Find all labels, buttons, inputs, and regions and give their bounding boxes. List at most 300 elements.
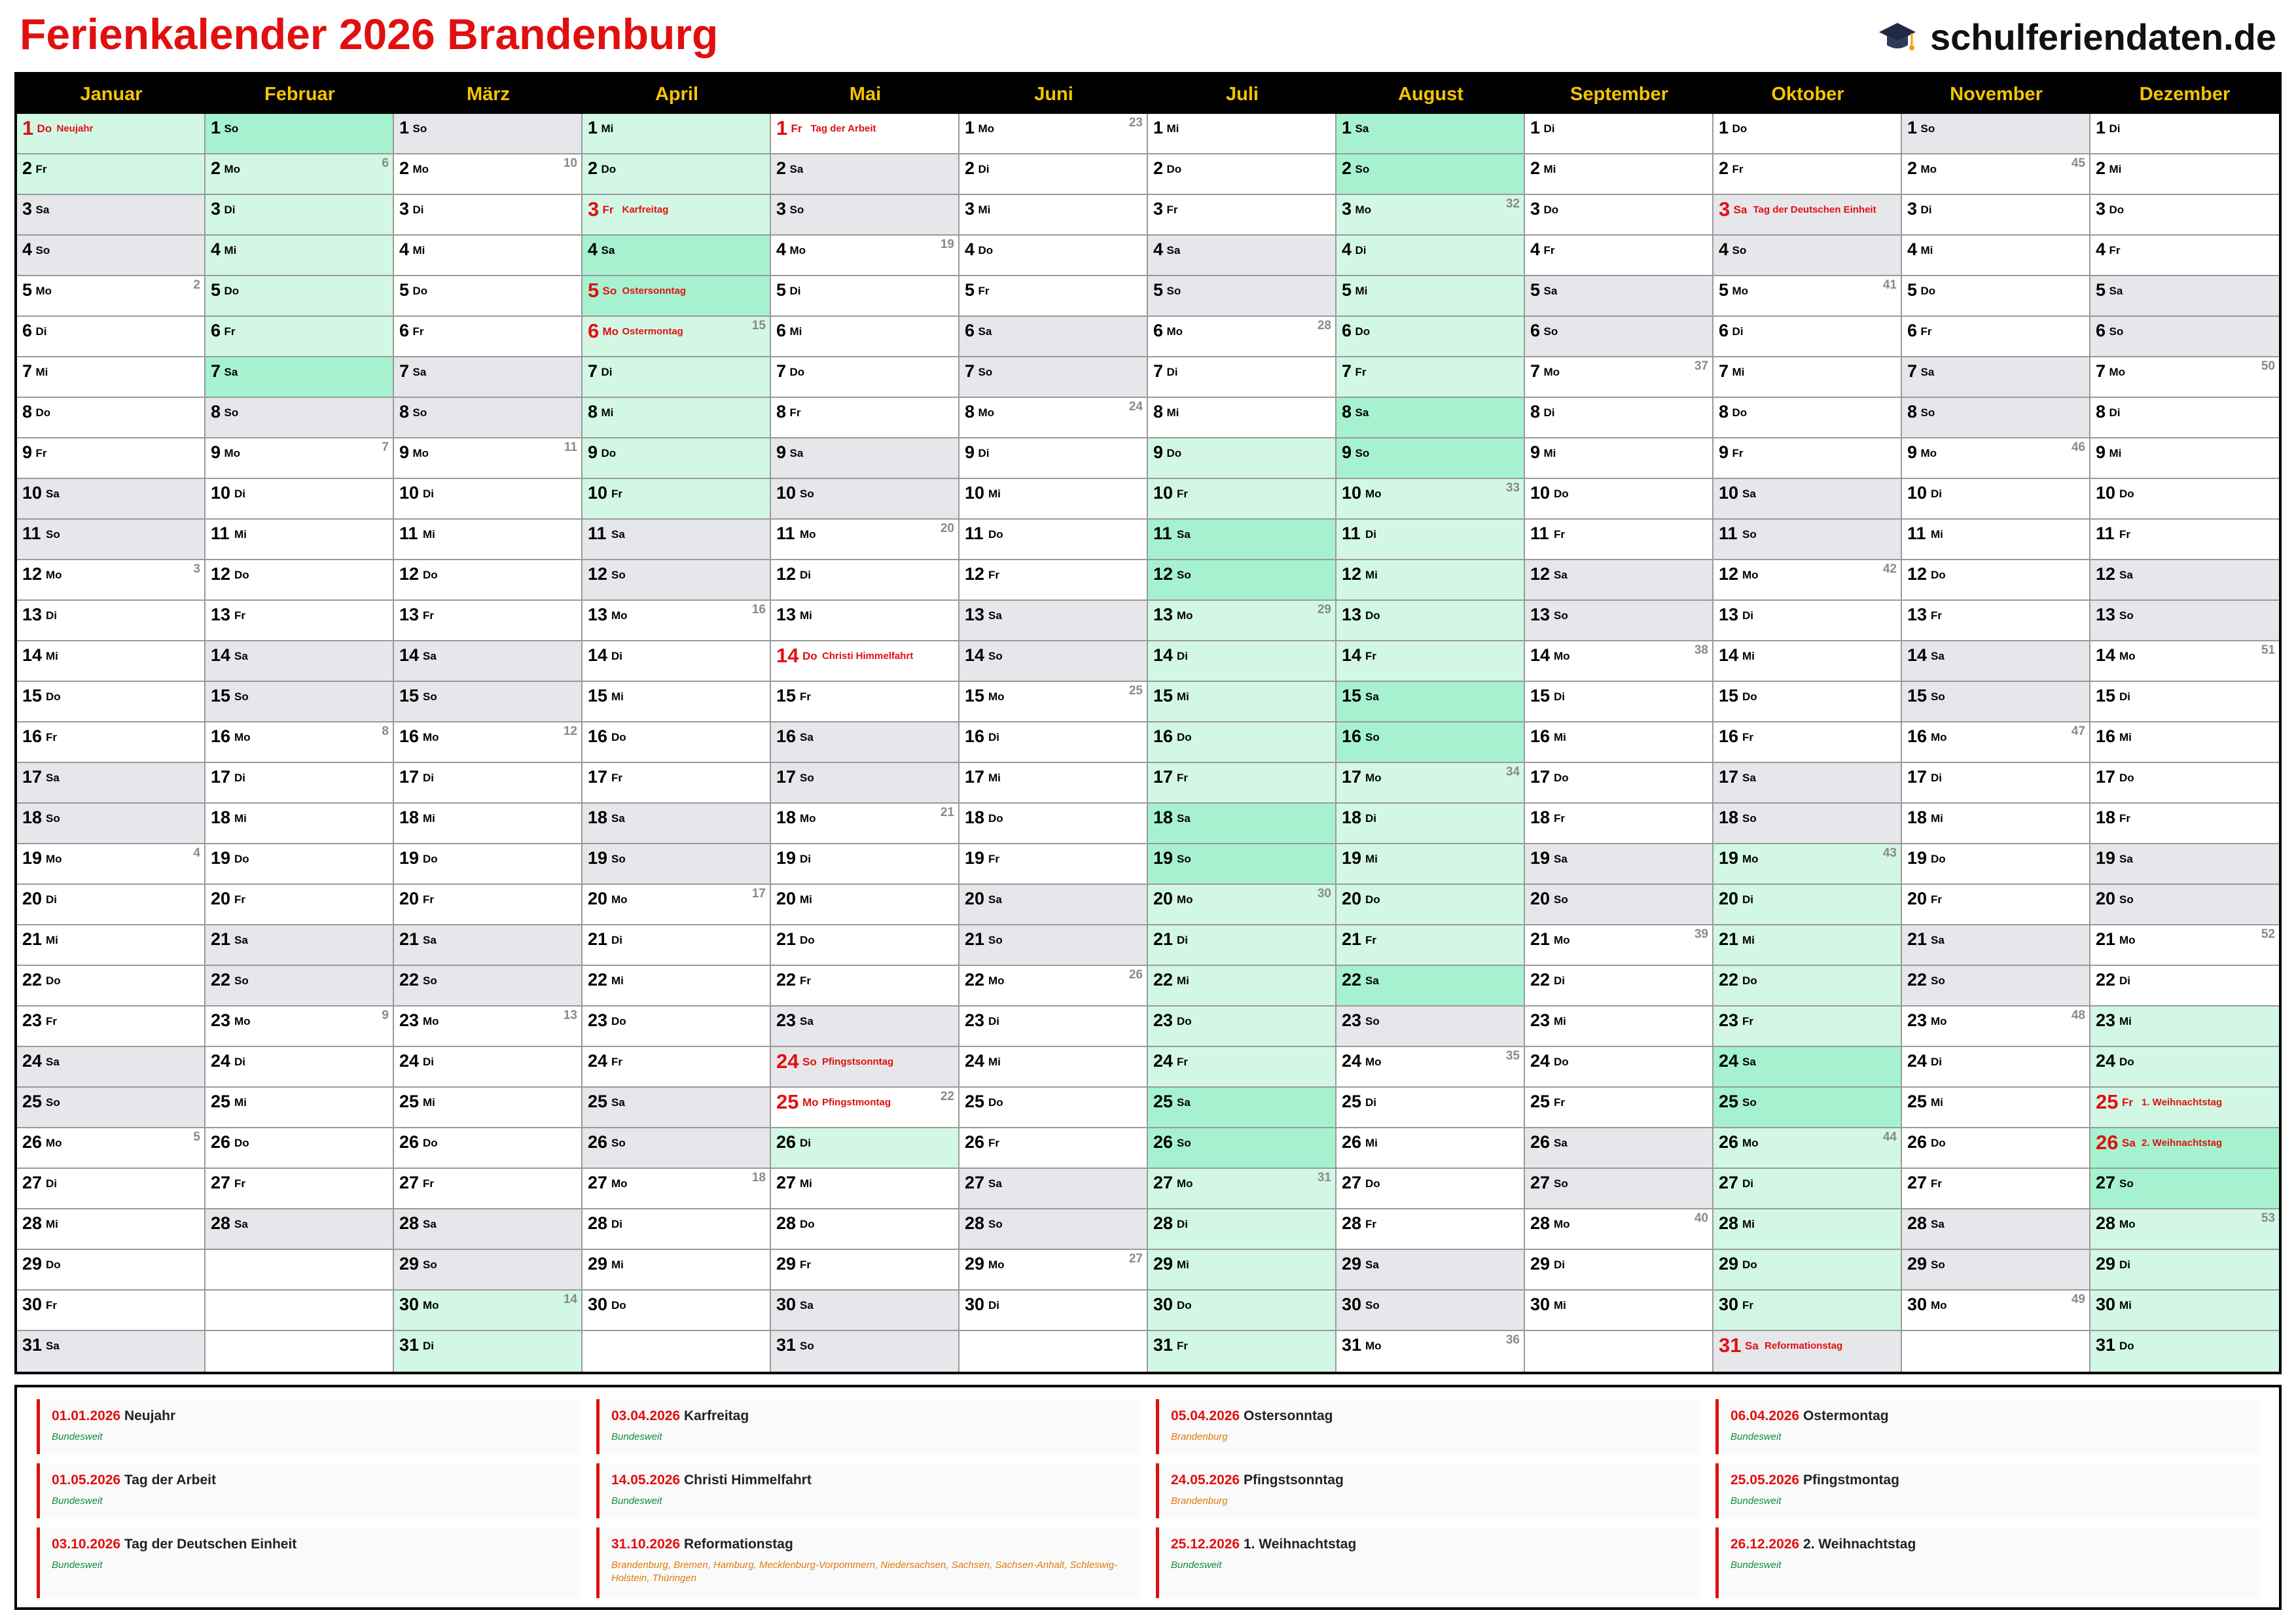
day-cell[interactable] [960, 1209, 1148, 1250]
day-cell[interactable] [1525, 357, 1713, 398]
day-cell[interactable] [394, 1291, 583, 1331]
day-cell[interactable] [1902, 154, 2090, 195]
day-cell[interactable] [960, 804, 1148, 844]
day-cell[interactable] [1713, 154, 1902, 195]
day-cell[interactable] [206, 195, 394, 236]
day-cell[interactable] [1902, 641, 2090, 682]
day-cell[interactable] [17, 844, 206, 885]
day-cell[interactable] [1713, 601, 1902, 641]
day-cell[interactable] [17, 1209, 206, 1250]
day-cell[interactable] [1902, 1209, 2090, 1250]
day-cell[interactable] [206, 154, 394, 195]
day-cell[interactable] [394, 885, 583, 925]
day-cell[interactable] [583, 682, 771, 722]
day-cell[interactable] [1713, 1209, 1902, 1250]
day-cell[interactable] [394, 804, 583, 844]
day-cell[interactable] [1902, 479, 2090, 520]
day-cell[interactable] [1525, 520, 1713, 560]
day-cell[interactable] [206, 1088, 394, 1128]
day-cell[interactable] [1148, 560, 1336, 601]
day-cell[interactable] [583, 1047, 771, 1088]
day-cell[interactable] [206, 641, 394, 682]
day-cell[interactable] [1713, 276, 1902, 317]
day-cell[interactable] [1902, 804, 2090, 844]
day-cell[interactable] [1525, 1209, 1713, 1250]
day-cell[interactable] [1336, 276, 1525, 317]
day-cell[interactable] [1713, 520, 1902, 560]
day-cell[interactable] [583, 966, 771, 1007]
day-cell[interactable] [771, 520, 960, 560]
day-cell[interactable] [1336, 885, 1525, 925]
day-cell[interactable] [1902, 317, 2090, 357]
day-cell[interactable] [1525, 1291, 1713, 1331]
day-cell[interactable] [17, 722, 206, 763]
day-cell[interactable] [1148, 195, 1336, 236]
day-cell[interactable] [17, 925, 206, 966]
day-cell[interactable] [1902, 236, 2090, 276]
day-cell[interactable] [1902, 763, 2090, 804]
day-cell[interactable] [771, 195, 960, 236]
day-cell[interactable] [1713, 1250, 1902, 1291]
day-cell[interactable] [771, 641, 960, 682]
day-cell[interactable] [2090, 479, 2279, 520]
day-cell[interactable] [771, 1007, 960, 1047]
day-cell[interactable] [2090, 195, 2279, 236]
day-cell[interactable] [2090, 966, 2279, 1007]
day-cell[interactable] [1525, 154, 1713, 195]
day-cell[interactable] [771, 1209, 960, 1250]
day-cell[interactable] [583, 520, 771, 560]
day-cell[interactable] [1525, 885, 1713, 925]
day-cell[interactable] [1713, 966, 1902, 1007]
day-cell[interactable] [1713, 763, 1902, 804]
day-cell[interactable] [17, 357, 206, 398]
day-cell[interactable] [206, 722, 394, 763]
day-cell[interactable] [394, 317, 583, 357]
day-cell[interactable] [394, 1169, 583, 1209]
day-cell[interactable] [1902, 682, 2090, 722]
day-cell[interactable] [1525, 114, 1713, 154]
day-cell[interactable] [1713, 1088, 1902, 1128]
day-cell[interactable] [1336, 1209, 1525, 1250]
day-cell[interactable] [1148, 1088, 1336, 1128]
day-cell[interactable] [1336, 763, 1525, 804]
day-cell[interactable] [17, 763, 206, 804]
day-cell[interactable] [1713, 438, 1902, 479]
day-cell[interactable] [206, 1007, 394, 1047]
day-cell[interactable] [206, 236, 394, 276]
day-cell[interactable] [583, 1209, 771, 1250]
day-cell[interactable] [1336, 236, 1525, 276]
day-cell[interactable] [1902, 520, 2090, 560]
day-cell[interactable] [394, 357, 583, 398]
day-cell[interactable] [394, 195, 583, 236]
day-cell[interactable] [583, 114, 771, 154]
day-cell[interactable] [960, 763, 1148, 804]
day-cell[interactable] [771, 601, 960, 641]
day-cell[interactable] [17, 682, 206, 722]
day-cell[interactable] [17, 398, 206, 438]
day-cell[interactable] [1902, 1250, 2090, 1291]
day-cell[interactable] [394, 844, 583, 885]
day-cell[interactable] [1148, 357, 1336, 398]
day-cell[interactable] [394, 398, 583, 438]
day-cell[interactable] [1336, 357, 1525, 398]
day-cell[interactable] [960, 1128, 1148, 1169]
day-cell[interactable] [1336, 1169, 1525, 1209]
day-cell[interactable] [1148, 925, 1336, 966]
day-cell[interactable] [960, 1088, 1148, 1128]
day-cell[interactable] [206, 560, 394, 601]
day-cell[interactable] [960, 601, 1148, 641]
day-cell[interactable] [2090, 236, 2279, 276]
day-cell[interactable] [394, 1047, 583, 1088]
day-cell[interactable] [394, 154, 583, 195]
day-cell[interactable] [1336, 601, 1525, 641]
day-cell[interactable] [17, 804, 206, 844]
day-cell[interactable] [17, 641, 206, 682]
day-cell[interactable] [1336, 804, 1525, 844]
day-cell[interactable] [1336, 317, 1525, 357]
day-cell[interactable] [17, 236, 206, 276]
day-cell[interactable] [1336, 722, 1525, 763]
day-cell[interactable] [583, 844, 771, 885]
day-cell[interactable] [1336, 479, 1525, 520]
day-cell[interactable] [960, 114, 1148, 154]
day-cell[interactable] [206, 398, 394, 438]
day-cell[interactable] [1902, 601, 2090, 641]
day-cell[interactable] [583, 722, 771, 763]
day-cell[interactable] [960, 236, 1148, 276]
day-cell[interactable] [2090, 1169, 2279, 1209]
day-cell[interactable] [960, 357, 1148, 398]
day-cell[interactable] [583, 1291, 771, 1331]
day-cell[interactable] [960, 1047, 1148, 1088]
day-cell[interactable] [1148, 722, 1336, 763]
day-cell[interactable] [394, 1250, 583, 1291]
day-cell[interactable] [2090, 844, 2279, 885]
day-cell[interactable] [1148, 236, 1336, 276]
day-cell[interactable] [17, 966, 206, 1007]
day-cell[interactable] [1148, 804, 1336, 844]
day-cell[interactable] [394, 560, 583, 601]
day-cell[interactable] [771, 1250, 960, 1291]
day-cell[interactable] [394, 1128, 583, 1169]
day-cell[interactable] [1902, 1047, 2090, 1088]
day-cell[interactable] [1713, 1169, 1902, 1209]
day-cell[interactable] [2090, 114, 2279, 154]
day-cell[interactable] [394, 1331, 583, 1372]
day-cell[interactable] [206, 601, 394, 641]
day-cell[interactable] [1336, 1250, 1525, 1291]
day-cell[interactable] [1902, 1007, 2090, 1047]
day-cell[interactable] [583, 763, 771, 804]
day-cell[interactable] [583, 1088, 771, 1128]
day-cell[interactable] [17, 276, 206, 317]
day-cell[interactable] [1148, 1331, 1336, 1372]
day-cell[interactable] [1713, 682, 1902, 722]
day-cell[interactable] [960, 1169, 1148, 1209]
day-cell[interactable] [1713, 560, 1902, 601]
day-cell[interactable] [17, 1291, 206, 1331]
day-cell[interactable] [1713, 357, 1902, 398]
day-cell[interactable] [2090, 398, 2279, 438]
day-cell[interactable] [1525, 925, 1713, 966]
day-cell[interactable] [1902, 844, 2090, 885]
day-cell[interactable] [771, 682, 960, 722]
day-cell[interactable] [17, 1047, 206, 1088]
day-cell[interactable] [960, 925, 1148, 966]
day-cell[interactable] [1525, 1088, 1713, 1128]
day-cell[interactable] [2090, 763, 2279, 804]
day-cell[interactable] [2090, 601, 2279, 641]
day-cell[interactable] [583, 357, 771, 398]
day-cell[interactable] [1713, 885, 1902, 925]
day-cell[interactable] [1525, 1128, 1713, 1169]
day-cell[interactable] [1148, 601, 1336, 641]
day-cell[interactable] [1525, 641, 1713, 682]
day-cell[interactable] [583, 317, 771, 357]
day-cell[interactable] [17, 114, 206, 154]
day-cell[interactable] [17, 154, 206, 195]
day-cell[interactable] [583, 398, 771, 438]
day-cell[interactable] [1525, 560, 1713, 601]
day-cell[interactable] [17, 195, 206, 236]
day-cell[interactable] [206, 966, 394, 1007]
day-cell[interactable] [2090, 520, 2279, 560]
day-cell[interactable] [1148, 763, 1336, 804]
day-cell[interactable] [1902, 1128, 2090, 1169]
day-cell[interactable] [394, 682, 583, 722]
day-cell[interactable] [771, 1047, 960, 1088]
day-cell[interactable] [1713, 1291, 1902, 1331]
day-cell[interactable] [17, 885, 206, 925]
day-cell[interactable] [1902, 114, 2090, 154]
day-cell[interactable] [1148, 641, 1336, 682]
day-cell[interactable] [583, 479, 771, 520]
day-cell[interactable] [1525, 722, 1713, 763]
day-cell[interactable] [206, 925, 394, 966]
day-cell[interactable] [1148, 1047, 1336, 1088]
day-cell[interactable] [960, 520, 1148, 560]
day-cell[interactable] [583, 885, 771, 925]
day-cell[interactable] [1148, 844, 1336, 885]
day-cell[interactable] [1525, 398, 1713, 438]
day-cell[interactable] [1902, 885, 2090, 925]
day-cell[interactable] [2090, 1088, 2279, 1128]
day-cell[interactable] [960, 276, 1148, 317]
day-cell[interactable] [960, 641, 1148, 682]
day-cell[interactable] [960, 844, 1148, 885]
day-cell[interactable] [394, 763, 583, 804]
day-cell[interactable] [1713, 1047, 1902, 1088]
day-cell[interactable] [17, 1128, 206, 1169]
day-cell[interactable] [583, 925, 771, 966]
day-cell[interactable] [771, 114, 960, 154]
day-cell[interactable] [771, 357, 960, 398]
day-cell[interactable] [2090, 1007, 2279, 1047]
day-cell[interactable] [1148, 317, 1336, 357]
day-cell[interactable] [1525, 601, 1713, 641]
day-cell[interactable] [771, 317, 960, 357]
day-cell[interactable] [960, 398, 1148, 438]
day-cell[interactable] [960, 966, 1148, 1007]
day-cell[interactable] [394, 236, 583, 276]
day-cell[interactable] [1713, 722, 1902, 763]
day-cell[interactable] [1148, 885, 1336, 925]
day-cell[interactable] [1713, 114, 1902, 154]
day-cell[interactable] [1525, 317, 1713, 357]
day-cell[interactable] [1525, 438, 1713, 479]
day-cell[interactable] [1336, 560, 1525, 601]
day-cell[interactable] [17, 601, 206, 641]
day-cell[interactable] [1336, 154, 1525, 195]
day-cell[interactable] [1148, 682, 1336, 722]
day-cell[interactable] [1525, 1169, 1713, 1209]
day-cell[interactable] [771, 560, 960, 601]
day-cell[interactable] [2090, 722, 2279, 763]
day-cell[interactable] [1713, 479, 1902, 520]
day-cell[interactable] [1336, 1007, 1525, 1047]
day-cell[interactable] [206, 114, 394, 154]
day-cell[interactable] [394, 966, 583, 1007]
day-cell[interactable] [1525, 479, 1713, 520]
day-cell[interactable] [1525, 195, 1713, 236]
day-cell[interactable] [771, 1169, 960, 1209]
day-cell[interactable] [2090, 1250, 2279, 1291]
day-cell[interactable] [394, 1088, 583, 1128]
day-cell[interactable] [1902, 966, 2090, 1007]
day-cell[interactable] [1713, 1331, 1902, 1372]
day-cell[interactable] [1148, 1007, 1336, 1047]
day-cell[interactable] [1148, 114, 1336, 154]
day-cell[interactable] [583, 1250, 771, 1291]
day-cell[interactable] [771, 438, 960, 479]
day-cell[interactable] [960, 154, 1148, 195]
day-cell[interactable] [771, 1088, 960, 1128]
day-cell[interactable] [1148, 1209, 1336, 1250]
day-cell[interactable] [1525, 804, 1713, 844]
day-cell[interactable] [960, 722, 1148, 763]
day-cell[interactable] [17, 438, 206, 479]
day-cell[interactable] [206, 763, 394, 804]
day-cell[interactable] [2090, 641, 2279, 682]
day-cell[interactable] [1713, 641, 1902, 682]
day-cell[interactable] [771, 236, 960, 276]
day-cell[interactable] [2090, 682, 2279, 722]
day-cell[interactable] [583, 154, 771, 195]
day-cell[interactable] [960, 1007, 1148, 1047]
day-cell[interactable] [583, 438, 771, 479]
day-cell[interactable] [206, 682, 394, 722]
day-cell[interactable] [583, 601, 771, 641]
day-cell[interactable] [1713, 925, 1902, 966]
day-cell[interactable] [1336, 1291, 1525, 1331]
day-cell[interactable] [17, 520, 206, 560]
day-cell[interactable] [394, 114, 583, 154]
day-cell[interactable] [394, 722, 583, 763]
day-cell[interactable] [206, 844, 394, 885]
day-cell[interactable] [206, 804, 394, 844]
day-cell[interactable] [206, 885, 394, 925]
day-cell[interactable] [1336, 641, 1525, 682]
day-cell[interactable] [17, 479, 206, 520]
day-cell[interactable] [394, 479, 583, 520]
day-cell[interactable] [1336, 1088, 1525, 1128]
day-cell[interactable] [1902, 276, 2090, 317]
day-cell[interactable] [2090, 357, 2279, 398]
day-cell[interactable] [1148, 1128, 1336, 1169]
day-cell[interactable] [1525, 276, 1713, 317]
day-cell[interactable] [2090, 885, 2279, 925]
day-cell[interactable] [394, 1007, 583, 1047]
day-cell[interactable] [2090, 804, 2279, 844]
day-cell[interactable] [1713, 804, 1902, 844]
day-cell[interactable] [1148, 520, 1336, 560]
day-cell[interactable] [206, 1209, 394, 1250]
day-cell[interactable] [394, 1209, 583, 1250]
day-cell[interactable] [1525, 1250, 1713, 1291]
day-cell[interactable] [771, 154, 960, 195]
day-cell[interactable] [1902, 560, 2090, 601]
brand-logo[interactable] [1878, 16, 2276, 58]
day-cell[interactable] [1336, 844, 1525, 885]
day-cell[interactable] [394, 641, 583, 682]
day-cell[interactable] [1902, 438, 2090, 479]
day-cell[interactable] [1525, 236, 1713, 276]
day-cell[interactable] [771, 1128, 960, 1169]
day-cell[interactable] [2090, 317, 2279, 357]
day-cell[interactable] [206, 479, 394, 520]
day-cell[interactable] [1902, 925, 2090, 966]
day-cell[interactable] [2090, 1291, 2279, 1331]
day-cell[interactable] [583, 1128, 771, 1169]
day-cell[interactable] [960, 1291, 1148, 1331]
day-cell[interactable] [394, 276, 583, 317]
day-cell[interactable] [1902, 398, 2090, 438]
day-cell[interactable] [1336, 682, 1525, 722]
day-cell[interactable] [1902, 357, 2090, 398]
day-cell[interactable] [1148, 276, 1336, 317]
day-cell[interactable] [771, 398, 960, 438]
day-cell[interactable] [960, 317, 1148, 357]
day-cell[interactable] [771, 925, 960, 966]
day-cell[interactable] [1713, 1007, 1902, 1047]
day-cell[interactable] [771, 479, 960, 520]
day-cell[interactable] [1336, 1047, 1525, 1088]
day-cell[interactable] [771, 276, 960, 317]
day-cell[interactable] [583, 560, 771, 601]
day-cell[interactable] [771, 763, 960, 804]
day-cell[interactable] [1336, 1128, 1525, 1169]
day-cell[interactable] [1525, 682, 1713, 722]
day-cell[interactable] [1902, 1088, 2090, 1128]
day-cell[interactable] [206, 1047, 394, 1088]
day-cell[interactable] [2090, 560, 2279, 601]
day-cell[interactable] [771, 844, 960, 885]
day-cell[interactable] [1902, 1169, 2090, 1209]
day-cell[interactable] [583, 1169, 771, 1209]
day-cell[interactable] [1336, 520, 1525, 560]
day-cell[interactable] [206, 357, 394, 398]
day-cell[interactable] [2090, 438, 2279, 479]
day-cell[interactable] [206, 520, 394, 560]
day-cell[interactable] [1148, 398, 1336, 438]
day-cell[interactable] [206, 317, 394, 357]
day-cell[interactable] [1336, 925, 1525, 966]
day-cell[interactable] [960, 479, 1148, 520]
day-cell[interactable] [206, 1128, 394, 1169]
